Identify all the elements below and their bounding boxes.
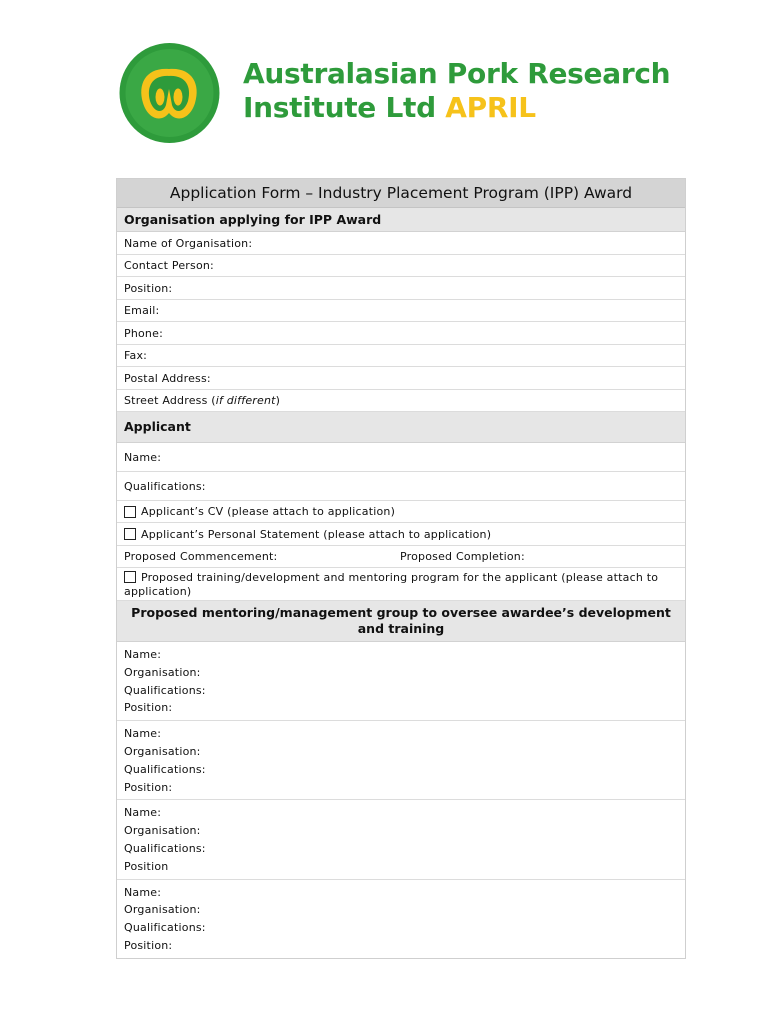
- mentor-qualifications: Qualifications:: [124, 841, 206, 855]
- mentor-name: Name:: [124, 806, 162, 820]
- mentor-section-heading: Proposed mentoring/management group to oversee awardee’s development and training: [117, 601, 685, 642]
- org-section-heading: Organisation applying for IPP Award: [117, 208, 685, 232]
- statement-row: [117, 523, 685, 546]
- contact-person-field[interactable]: Contact Person:: [117, 255, 685, 277]
- statement-label: Applicant’s Personal Statement (please attach to application): [141, 527, 492, 541]
- mentor-group-4[interactable]: [117, 880, 685, 958]
- mentor-organisation: Organisation:: [124, 665, 201, 679]
- cv-checkbox[interactable]: [124, 506, 136, 518]
- form-title: Application Form – Industry Placement Program (IPP) Award: [117, 179, 685, 208]
- applicant-qualifications-field[interactable]: Qualifications:: [117, 472, 685, 501]
- program-label: Proposed training/development and mentoring program for the applicant (please attach to application): [124, 571, 659, 598]
- mentor-qualifications: Qualifications:: [124, 762, 206, 776]
- mentor-organisation: Organisation:: [124, 903, 201, 917]
- statement-checkbox[interactable]: [124, 528, 136, 540]
- org-name-field[interactable]: Name of Organisation:: [117, 232, 685, 255]
- mentor-organisation: Organisation:: [124, 744, 201, 758]
- mentor-position: Position:: [124, 780, 173, 794]
- header: [117, 43, 717, 143]
- mentor-organisation: Organisation:: [124, 824, 201, 838]
- street-address-field[interactable]: [117, 390, 685, 412]
- application-form: [116, 178, 686, 959]
- cv-row: [117, 501, 685, 523]
- applicant-section-heading: Applicant: [117, 412, 685, 443]
- mentor-group-2[interactable]: [117, 721, 685, 800]
- org-name-line2: Institute Ltd: [243, 91, 436, 124]
- street-address-close: ): [275, 394, 281, 407]
- street-address-note: if different: [215, 394, 276, 407]
- mentor-qualifications: Qualifications:: [124, 683, 206, 697]
- mentor-name: Name:: [124, 727, 162, 741]
- commencement-field[interactable]: Proposed Commencement:: [124, 550, 278, 563]
- mentor-position: Position:: [124, 938, 173, 952]
- phone-field[interactable]: Phone:: [117, 322, 685, 345]
- org-name-line1: Australasian Pork Research: [243, 57, 671, 90]
- position-field[interactable]: Position:: [117, 277, 685, 300]
- completion-field[interactable]: Proposed Completion:: [400, 550, 525, 563]
- applicant-name-field[interactable]: Name:: [117, 443, 685, 472]
- mentor-group-3[interactable]: [117, 800, 685, 879]
- mentor-name: Name:: [124, 648, 162, 661]
- email-field[interactable]: Email:: [117, 300, 685, 322]
- program-row: [117, 568, 685, 601]
- street-address-label: Street Address (: [124, 394, 216, 407]
- mentor-name: Name:: [124, 885, 162, 899]
- cv-label: Applicant’s CV (please attach to application): [141, 505, 396, 518]
- fax-field[interactable]: Fax:: [117, 345, 685, 367]
- organisation-name: [243, 57, 670, 125]
- april-logo-icon: [117, 43, 222, 143]
- dates-row: [117, 546, 685, 568]
- org-acronym: APRIL: [445, 91, 536, 124]
- mentor-group-1[interactable]: [117, 642, 685, 721]
- program-checkbox[interactable]: [124, 571, 136, 583]
- mentor-qualifications: Qualifications:: [124, 921, 206, 935]
- postal-address-field[interactable]: Postal Address:: [117, 367, 685, 390]
- mentor-position: Position:: [124, 701, 173, 715]
- mentor-position: Position: [124, 859, 169, 873]
